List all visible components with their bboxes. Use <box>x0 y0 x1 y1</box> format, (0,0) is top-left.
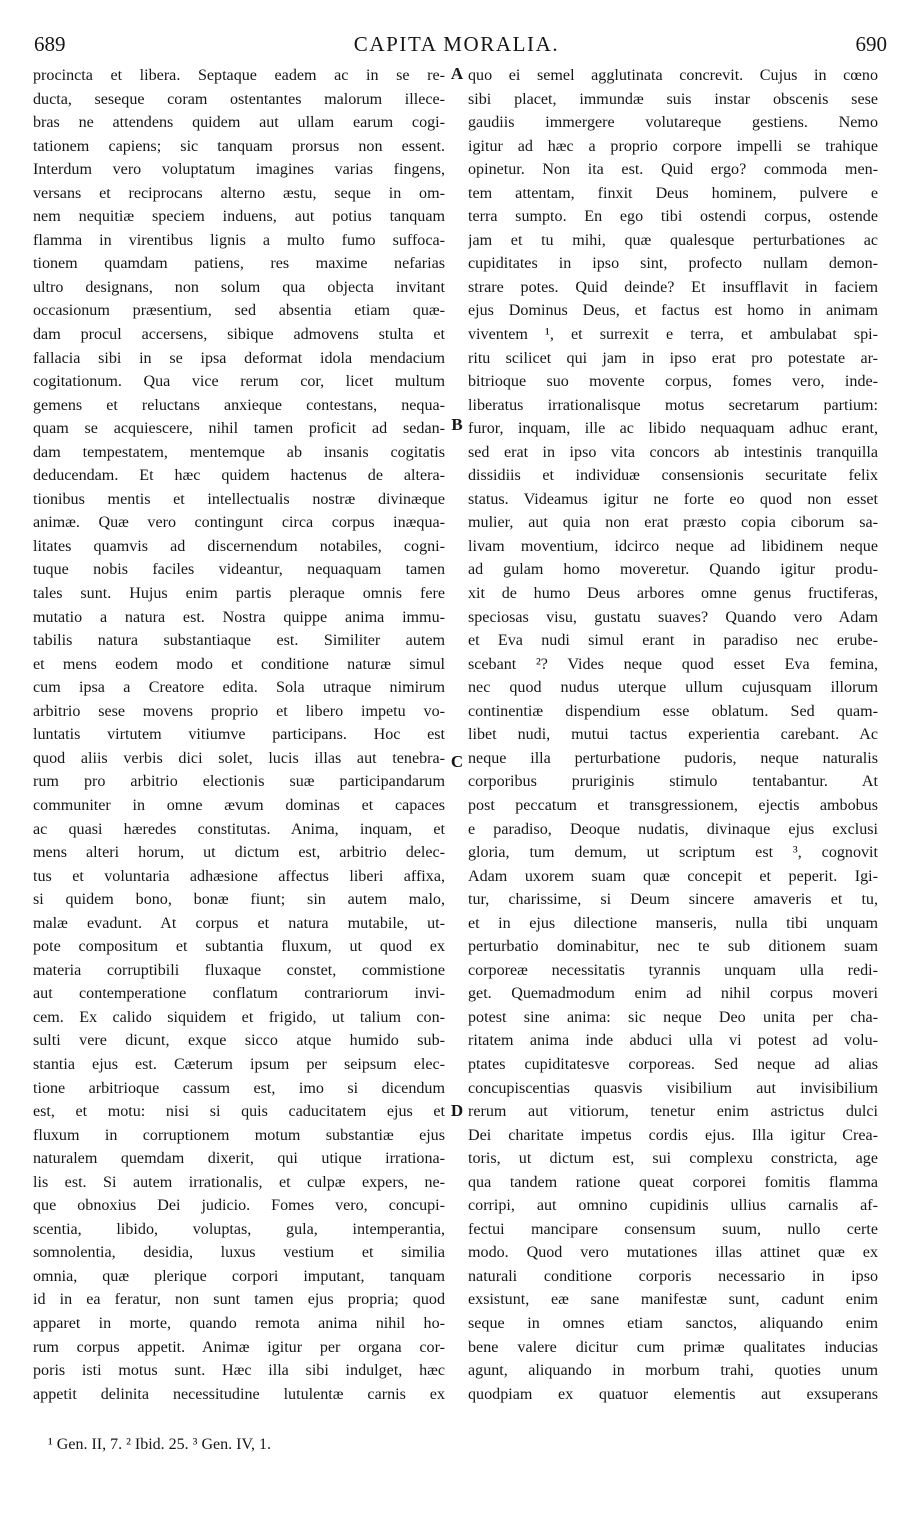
text-line: ritatem anima inde abduci ulla vi potest ad volu- <box>468 1032 878 1050</box>
text-line: tationem capiens; sic tanquam prorsus non essent. <box>33 137 445 155</box>
text-line: igitur ad hæc a proprio corpore impelli se trahique <box>468 137 878 155</box>
text-line: bras ne attendens quidem aut ullam earum cogi- <box>33 114 445 132</box>
section-marker-a: A <box>450 64 464 83</box>
right-column <box>468 64 878 1406</box>
text-line: stantia ejus est. Cæterum ipsum per seipsum elec- <box>33 1055 445 1073</box>
text-line: materia corruptibili fluxaque constet, commistione <box>33 961 445 979</box>
text-line: cum ipsa a Creatore edita. Sola utraque nimirum <box>33 679 445 697</box>
text-line: seque in omnes etiam sanctos, aliquando enim <box>468 1314 878 1332</box>
footnotes: ¹ Gen. II, 7. ² Ibid. 25. ³ Gen. IV, 1. <box>48 1436 271 1453</box>
text-line: mutatio a natura est. Nostra quippe anima immu- <box>33 608 445 626</box>
text-line: tem attentam, finxit Deus hominem, pulvere e <box>468 184 878 202</box>
text-line: sibi placet, immundæ suis instar obscenis sese <box>468 90 878 108</box>
text-line: malæ evadunt. At corpus et natura mutabile, ut- <box>33 914 445 932</box>
text-line: somnolentia, desidia, luxus vestium et similia <box>33 1244 445 1262</box>
text-line: versans et reciprocans alterno æstu, seque in om- <box>33 184 445 202</box>
text-line: si quidem bono, bonæ fiunt; sin autem malo, <box>33 891 445 909</box>
text-line: poris isti motus sunt. Hæc illa sibi indulget, hæc <box>33 1362 445 1380</box>
text-line: dam tempestatem, mentemque ab insanis cogitatis <box>33 443 445 461</box>
text-line: pote compositum et subtantia fluxum, ut quod ex <box>33 938 445 956</box>
text-line: opinetur. Non ita est. Quid ergo? commoda men- <box>468 161 878 179</box>
text-line: corporeæ necessitatis tyrannis unquam ulla redi- <box>468 961 878 979</box>
text-line: perturbatio dominabitur, nec te sub ditionem suam <box>468 938 878 956</box>
text-line: mulier, aut quia non erat præsto copia ciborum sa- <box>468 514 878 532</box>
text-line: luntatis virtutem vitiumve participans. Hoc est <box>33 726 445 744</box>
text-line: Interdum vero voluptatum imagines varias fingens, <box>33 161 445 179</box>
text-line: apparet in morte, quando remota anima nihil ho- <box>33 1314 445 1332</box>
text-line: gemens et reluctans anxieque contestans, nequa- <box>33 396 445 414</box>
text-line: fluxum in corruptionem motum substantiæ ejus <box>33 1126 445 1144</box>
text-line: ultro designans, non solum qua objecta invitant <box>33 278 445 296</box>
text-line: deducendam. Et hæc quidem hactenus de altera- <box>33 467 445 485</box>
text-line: tus et voluntaria adhæsione affectus liberi affixa, <box>33 867 445 885</box>
text-line: tabilis natura substantiaque est. Similiter autem <box>33 632 445 650</box>
page-header <box>0 32 913 60</box>
text-line: cogitationum. Qua vice rerum cor, licet multum <box>33 373 445 391</box>
text-line: fectui mancipare consensum suum, nullo certe <box>468 1220 878 1238</box>
text-line: bene valere dicitur cum primæ qualitates inducias <box>468 1338 878 1356</box>
running-title: CAPITA MORALIA. <box>353 32 560 56</box>
section-marker-d: D <box>450 1101 464 1120</box>
text-line: ac quasi hæredes constitutas. Anima, inquam, et <box>33 820 445 838</box>
text-line: aut contemperatione conflatum contrariorum invi- <box>33 985 445 1003</box>
text-line: scentia, libido, voluptas, gula, intemperantia, <box>33 1220 445 1238</box>
text-line: qua tandem ratione queat corporei fomitis flamma <box>468 1173 878 1191</box>
text-line: flamma in virentibus lignis a multo fumo suffoca- <box>33 231 445 249</box>
page-number-left: 689 <box>34 32 66 56</box>
text-line: viventem ¹, et surrexit e terra, et ambulabat spi- <box>468 326 878 344</box>
text-line: dam procul accersens, sibique admovens stulta et <box>33 326 445 344</box>
text-line: est, et motu: nisi si quis caducitatem ejus et <box>33 1103 445 1121</box>
text-line: ducta, seseque coram ostentantes malorum illece- <box>33 90 445 108</box>
text-line: terra sumpto. En ego tibi ostendi corpus, ostende <box>468 208 878 226</box>
text-line: speciosas visu, gustatu suaves? Quando vero Adam <box>468 608 878 626</box>
text-line: corporibus pruriginis stimulo tentabantur. At <box>468 773 878 791</box>
text-line: tales sunt. Hujus enim partis pleraque omnis fere <box>33 585 445 603</box>
text-line: cem. Ex calido siquidem et frigido, ut talium con- <box>33 1008 445 1026</box>
text-line: rum pro arbitrio electionis suæ participandarum <box>33 773 445 791</box>
text-line: nec quod nudus uterque ullum cujusquam illorum <box>468 679 878 697</box>
text-line: exsistunt, eæ sane manifestæ sunt, cadunt enim <box>468 1291 878 1309</box>
text-line: bitrioque suo movente corpus, fomes vero, inde- <box>468 373 878 391</box>
text-line: nem nequitiæ speciem induens, aut potius tanquam <box>33 208 445 226</box>
text-line: sed erat in ipso vita concors ab intestinis tranquilla <box>468 443 878 461</box>
text-line: ejus Dominus Deus, et factus est homo in animam <box>468 302 878 320</box>
text-line: modo. Quod vero mutationes illas attinet quæ ex <box>468 1244 878 1262</box>
text-line: strare potes. Quid deinde? Et insufflavit in faciem <box>468 278 878 296</box>
text-line: tionem quamdam patiens, res maxime nefarias <box>33 255 445 273</box>
text-line: et Eva nudi simul erant in paradiso nec erube- <box>468 632 878 650</box>
text-line: naturali conditione corporis necessario in ipso <box>468 1267 878 1285</box>
text-line: livam moventium, idcirco neque ad libidinem neque <box>468 537 878 555</box>
text-line: id in ea feratur, non sunt tamen ejus propria; quod <box>33 1291 445 1309</box>
text-line: procincta et libera. Septaque eadem ac in se re- <box>33 67 445 84</box>
text-line: fallacia sibi in se ipsa deformat idola mendacium <box>33 349 445 367</box>
text-line: que obnoxius Dei judicio. Fomes vero, concupi- <box>33 1197 445 1215</box>
section-marker-c: C <box>450 752 464 771</box>
text-line: quodpiam ex quatuor elementis aut exsuperans <box>468 1385 878 1403</box>
text-line: cupiditates in ipso sint, profecto nullam demon- <box>468 255 878 273</box>
text-line: furor, inquam, ille ac libido nequaquam adhuc erant, <box>468 420 878 438</box>
text-line: et in ejus dilectione manseris, nulla tibi unquam <box>468 914 878 932</box>
text-line: Adam uxorem suam quæ concepit et peperit. Igi- <box>468 867 878 885</box>
text-line: corripi, aut omnino cupidinis ullius carnalis af- <box>468 1197 878 1215</box>
text-line: ptates cupiditatesve corporeas. Sed neque ad alias <box>468 1055 878 1073</box>
text-line: sulti vere dicunt, exque sicco atque humido sub- <box>33 1032 445 1050</box>
text-line: scebant ²? Vides neque quod esset Eva femina, <box>468 655 878 673</box>
text-line: agunt, aliquando in morbum trahi, quoties unum <box>468 1362 878 1380</box>
text-line: concupiscentias quasvis visibilium aut invisibilium <box>468 1079 878 1097</box>
text-line: ad gulam homo moveretur. Quando igitur produ- <box>468 561 878 579</box>
text-line: animæ. Quæ vero contingunt circa corpus inæqua- <box>33 514 445 532</box>
text-line: liberatus irrationalisque motus secretarum partium: <box>468 396 878 414</box>
page-number-right: 690 <box>855 32 887 56</box>
text-line: rum corpus appetit. Animæ igitur per organa cor- <box>33 1338 445 1356</box>
text-line: litates quamvis ad discernendum notabiles, cogni- <box>33 537 445 555</box>
text-line: jam et tu mihi, quæ qualesque perturbationes ac <box>468 231 878 249</box>
text-line: Dei charitate impetus cordis ejus. Illa igitur Crea- <box>468 1126 878 1144</box>
text-line: arbitrio sese movens proprio et libero impetu vo- <box>33 702 445 720</box>
text-line: toris, ut dictum est, sui complexu constricta, age <box>468 1150 878 1168</box>
section-marker-b: B <box>451 415 463 434</box>
text-line: lis est. Si autem irrationalis, et culpæ expers, ne- <box>33 1173 445 1191</box>
text-line: tuque nobis faciles videantur, nequaquam tamen <box>33 561 445 579</box>
text-line: quo ei semel agglutinata concrevit. Cujus in cœno <box>468 67 878 84</box>
text-line: libet nudi, mutui tactus experientia carebant. Ac <box>468 726 878 744</box>
text-line: potest sine anima: sic neque Deo unita per cha- <box>468 1008 878 1026</box>
text-line: naturalem quemdam dixerit, qui utique irrationa- <box>33 1150 445 1168</box>
text-line: tur, charissime, si Deum sincere amaveris et tu, <box>468 891 878 909</box>
text-line: dissidiis et individuæ consensionis securitate felix <box>468 467 878 485</box>
text-line: communiter in omne ævum dominas et capaces <box>33 796 445 814</box>
text-line: e paradiso, Deoque nudatis, divinaque ejus exclusi <box>468 820 878 838</box>
text-line: mens alteri horum, ut dictum est, arbitrio delec- <box>33 844 445 862</box>
text-line: omnia, quæ plerique corpori imputant, tanquam <box>33 1267 445 1285</box>
text-line: post peccatum et transgressionem, ejectis ambobus <box>468 796 878 814</box>
text-line: gaudiis immergere volutareque gestiens. Nemo <box>468 114 878 132</box>
text-line: gloria, tum demum, ut scriptum est ³, cognovit <box>468 844 878 862</box>
text-line: quam se acquiescere, nihil tamen proficit ad sedan- <box>33 420 445 438</box>
text-line: et mens eodem modo et conditione naturæ simul <box>33 655 445 673</box>
text-line: status. Videamus igitur ne forte eo quod non esset <box>468 490 878 508</box>
text-line: ritu scilicet qui jam in ipso erat pro potestate ar- <box>468 349 878 367</box>
text-line: get. Quemadmodum enim ad nihil corpus moveri <box>468 985 878 1003</box>
text-line: tionibus mentis et intellectualis nostræ divinæque <box>33 490 445 508</box>
text-line: quod aliis verbis dici solet, lucis illas aut tenebra- <box>33 749 445 767</box>
left-column <box>33 64 445 1406</box>
text-line: continentiæ dispendium esse oblatum. Sed quam- <box>468 702 878 720</box>
text-line: rerum aut vitiorum, tenetur enim astrictus dulci <box>468 1103 878 1121</box>
text-line: occasionum præsentium, sed absentia etiam quæ- <box>33 302 445 320</box>
text-line: xit de humo Deus arbores omne genus fructiferas, <box>468 585 878 603</box>
text-line: neque illa perturbatione pudoris, neque naturalis <box>468 749 878 767</box>
text-line: appetit delinita necessitudine lutulentæ carnis ex <box>33 1385 445 1403</box>
text-line: tione arbitrioque cassum est, imo si dicendum <box>33 1079 445 1097</box>
